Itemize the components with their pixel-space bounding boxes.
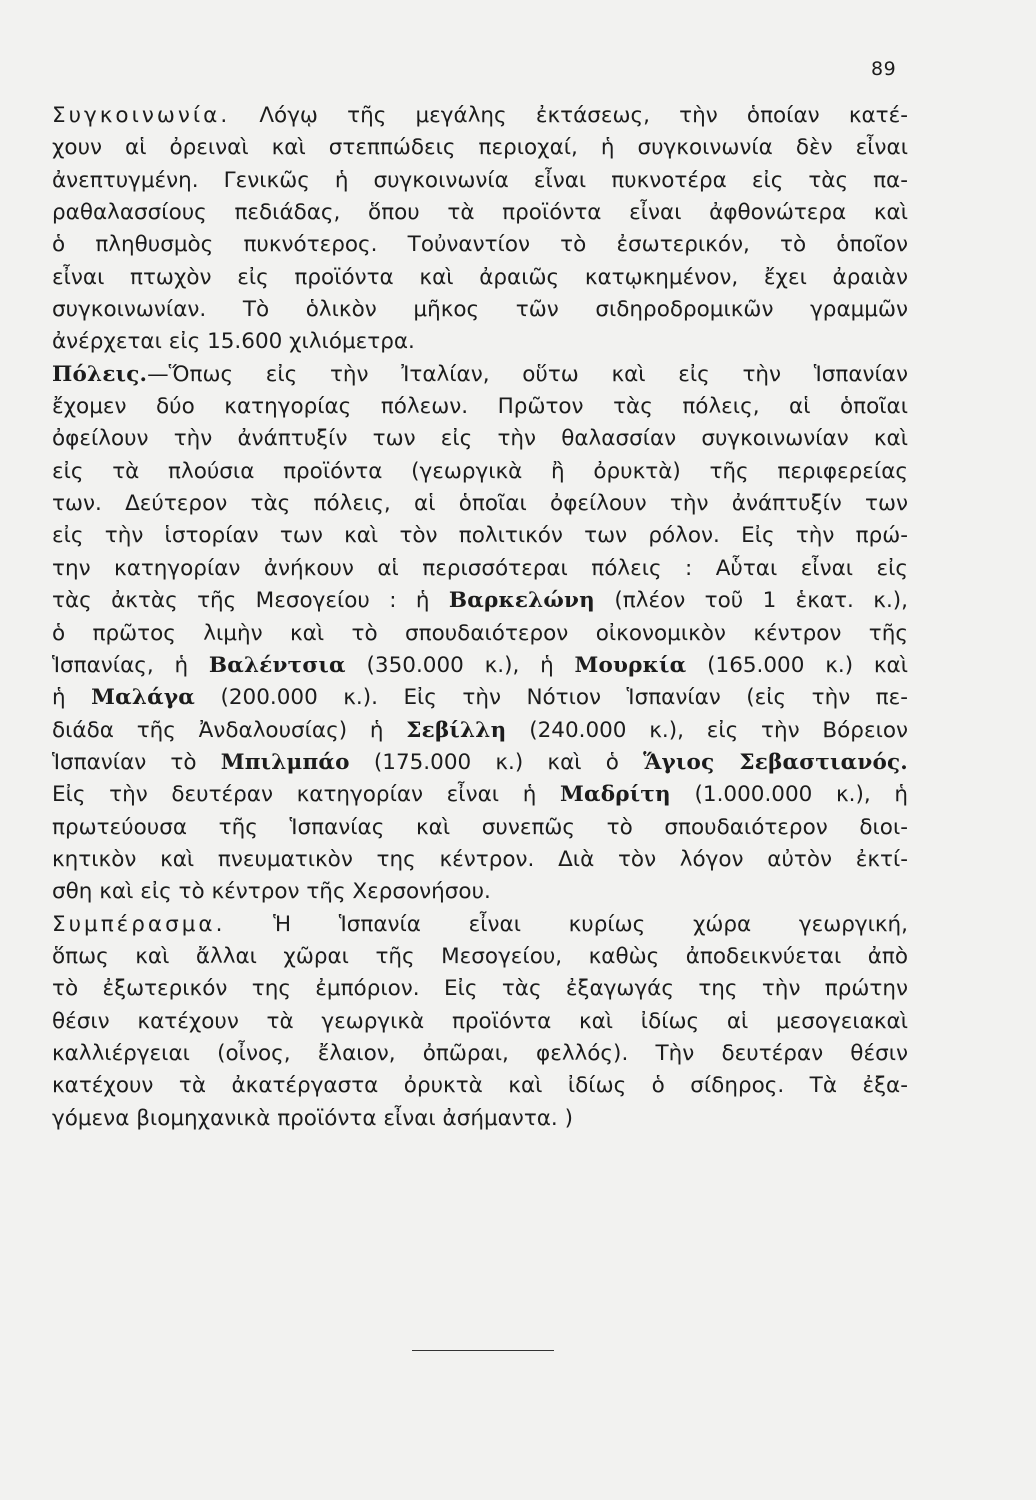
text-line — [52, 488, 908, 520]
text-line — [52, 229, 908, 261]
text-run: γόμενα βιομηχανικὰ προϊόντα εἶναι ἀσήμαντα. ) — [52, 1105, 573, 1131]
text-run: εἶναι πτωχὸν εἰς προϊόντα καὶ ἀραιῶς κατῳκημένον, ἔχει ἀραιὰν — [52, 264, 908, 290]
text-run: ραθαλασσίους πεδιάδας, ὅπου τὰ προϊόντα εἶναι ἀφθονώτερα καὶ — [52, 200, 908, 226]
text-line — [52, 909, 908, 941]
text-line — [52, 197, 908, 229]
text-line — [52, 650, 908, 682]
text-line — [52, 844, 908, 876]
text-line — [52, 973, 908, 1005]
bold-place-name: Μαδρίτη — [559, 782, 671, 808]
text-line — [52, 326, 908, 358]
text-run: ἔχομεν δύο κατηγορίας πόλεων. Πρῶτον τὰς πόλεις, αἱ ὁποῖαι — [52, 394, 908, 420]
text-run: (1.000.000 κ.), ἡ — [670, 782, 908, 808]
text-line — [52, 1070, 908, 1102]
bold-place-name: Πόλεις. — [52, 361, 148, 387]
text-line — [52, 1103, 908, 1135]
text-line — [52, 812, 908, 844]
text-line — [52, 520, 908, 552]
bold-place-name: Μπιλμπάο — [220, 749, 350, 775]
bold-place-name: Βαρκελώνη — [448, 588, 596, 614]
text-line — [52, 165, 908, 197]
text-line — [52, 1006, 908, 1038]
text-run: πρωτεύουσα τῆς Ἱσπανίας καὶ συνεπῶς τὸ σπουδαιότερον διοι- — [52, 814, 908, 840]
text-run: (350.000 κ.), ἡ — [345, 652, 575, 678]
text-run: ἡ — [52, 685, 92, 711]
text-run: θέσιν κατέχουν τὰ γεωργικὰ προϊόντα καὶ ἰδίως αἱ μεσογειακαὶ — [52, 1008, 908, 1034]
text-line — [52, 391, 908, 423]
text-line — [52, 456, 908, 488]
text-run: ὀφείλουν τὴν ἀνάπτυξίν των εἰς τὴν θαλασσίαν συγκοινωνίαν καὶ — [52, 426, 908, 452]
text-run: Λόγῳ τῆς μεγάλης ἐκτάσεως, τὴν ὁποίαν κατέ- — [230, 103, 908, 128]
text-run: συγκοινωνίαν. Τὸ ὁλικὸν μῆκος τῶν σιδηροδρομικῶν γραμμῶν — [52, 297, 908, 323]
text-run: (240.000 κ.), εἰς τὴν Βόρειον — [506, 717, 909, 743]
text-line — [52, 100, 908, 132]
text-run: κατέχουν τὰ ἀκατέργαστα ὀρυκτὰ καὶ ἰδίως ὁ σίδηρος. Τὰ ἐξα- — [52, 1073, 908, 1099]
text-run: (200.000 κ.). Εἰς τὴν Νότιον Ἱσπανίαν (εἰς τὴν πε- — [195, 685, 908, 711]
text-run: —Ὅπως εἰς τὴν Ἰταλίαν, οὕτω καὶ εἰς τὴν Ἱσπανίαν — [147, 361, 908, 387]
text-line — [52, 1038, 908, 1070]
body-text — [52, 100, 908, 1135]
text-line — [52, 747, 908, 779]
text-run: (165.000 κ.) καὶ — [686, 652, 908, 678]
text-line — [52, 682, 908, 714]
text-run: Ἡ Ἱσπανία εἶναι κυρίως χώρα γεωργική, — [225, 911, 908, 937]
text-run: (πλέον τοῦ 1 ἑκατ. κ.), — [595, 588, 909, 614]
text-line — [52, 359, 908, 391]
text-line — [52, 132, 908, 164]
text-run: ὁ πληθυσμὸς πυκνότερος. Τοὐναντίον τὸ ἐσωτερικόν, τὸ ὁποῖον — [52, 232, 908, 258]
text-run: (175.000 κ.) καὶ ὁ — [349, 749, 644, 775]
text-run: Ἱσπανίας, ἡ — [52, 652, 209, 678]
text-run: κητικὸν καὶ πνευματικὸν της κέντρον. Διὰ τὸν λόγον αὐτὸν ἐκτί- — [52, 846, 908, 872]
text-run: ὁ πρῶτος λιμὴν καὶ τὸ σπουδαιότερον οἰκονομικὸν κέντρον τῆς — [52, 620, 908, 646]
text-line — [52, 423, 908, 455]
text-run: την κατηγορίαν ἀνήκουν αἱ περισσότεραι πόλεις : Αὗται εἶναι εἰς — [52, 555, 908, 581]
text-run: τὰς ἀκτὰς τῆς Μεσογείου : ἡ — [52, 588, 449, 614]
bold-place-name: Ἅγιος Σεβαστιανός. — [643, 749, 908, 775]
text-line — [52, 553, 908, 585]
text-line — [52, 294, 908, 326]
footnote-rule — [412, 1350, 554, 1351]
text-run: χουν αἱ ὀρειναὶ καὶ στεππώδεις περιοχαί, ἡ συγκοινωνία δὲν εἶναι — [52, 135, 908, 161]
text-line — [52, 585, 908, 617]
page-number: 89 — [871, 58, 897, 80]
bold-place-name: Μουρκία — [574, 652, 687, 678]
text-run: διάδα τῆς Ἀνδαλουσίας) ἡ — [52, 717, 407, 743]
bold-place-name: Σεβίλλη — [406, 717, 507, 743]
bold-place-name: Βαλέντσια — [208, 652, 346, 678]
text-run: καλλιέργειαι (οἶνος, ἔλαιον, ὀπῶραι, φελλός). Τὴν δευτέραν θέσιν — [52, 1040, 908, 1066]
text-line — [52, 941, 908, 973]
text-line — [52, 779, 908, 811]
text-run: τὸ ἐξωτερικόν της ἐμπόριον. Εἰς τὰς ἐξαγωγάς της τὴν πρώτην — [52, 976, 908, 1002]
text-run: εἰς τὰ πλούσια προϊόντα (γεωργικὰ ἢ ὀρυκτὰ) τῆς περιφερείας — [52, 458, 908, 484]
text-line — [52, 262, 908, 294]
text-run: των. Δεύτερον τὰς πόλεις, αἱ ὁποῖαι ὀφείλουν τὴν ἀνάπτυξίν των — [52, 491, 908, 517]
text-run: σθη καὶ εἰς τὸ κέντρον τῆς Χερσονήσου. — [52, 879, 491, 905]
section-heading: Συμπέρασμα. — [52, 911, 226, 937]
text-line — [52, 876, 908, 908]
text-line — [52, 715, 908, 747]
text-line — [52, 618, 908, 650]
section-heading: Συγκοινωνία. — [52, 103, 231, 128]
bold-place-name: Μαλάγα — [91, 685, 196, 711]
text-run: Εἰς τὴν δευτέραν κατηγορίαν εἶναι ἡ — [52, 782, 560, 808]
text-run: ἀνέρχεται εἰς 15.600 χιλιόμετρα. — [52, 329, 415, 355]
text-run: Ἱσπανίαν τὸ — [52, 749, 221, 775]
text-run: ὅπως καὶ ἄλλαι χῶραι τῆς Μεσογείου, καθὼς ἀποδεικνύεται ἀπὸ — [52, 943, 908, 969]
text-run: εἰς τὴν ἱστορίαν των καὶ τὸν πολιτικόν των ρόλον. Εἰς τὴν πρώ- — [52, 523, 908, 549]
text-run: ἀνεπτυγμένη. Γενικῶς ἡ συγκοινωνία εἶναι πυκνοτέρα εἰς τὰς πα- — [52, 167, 908, 193]
